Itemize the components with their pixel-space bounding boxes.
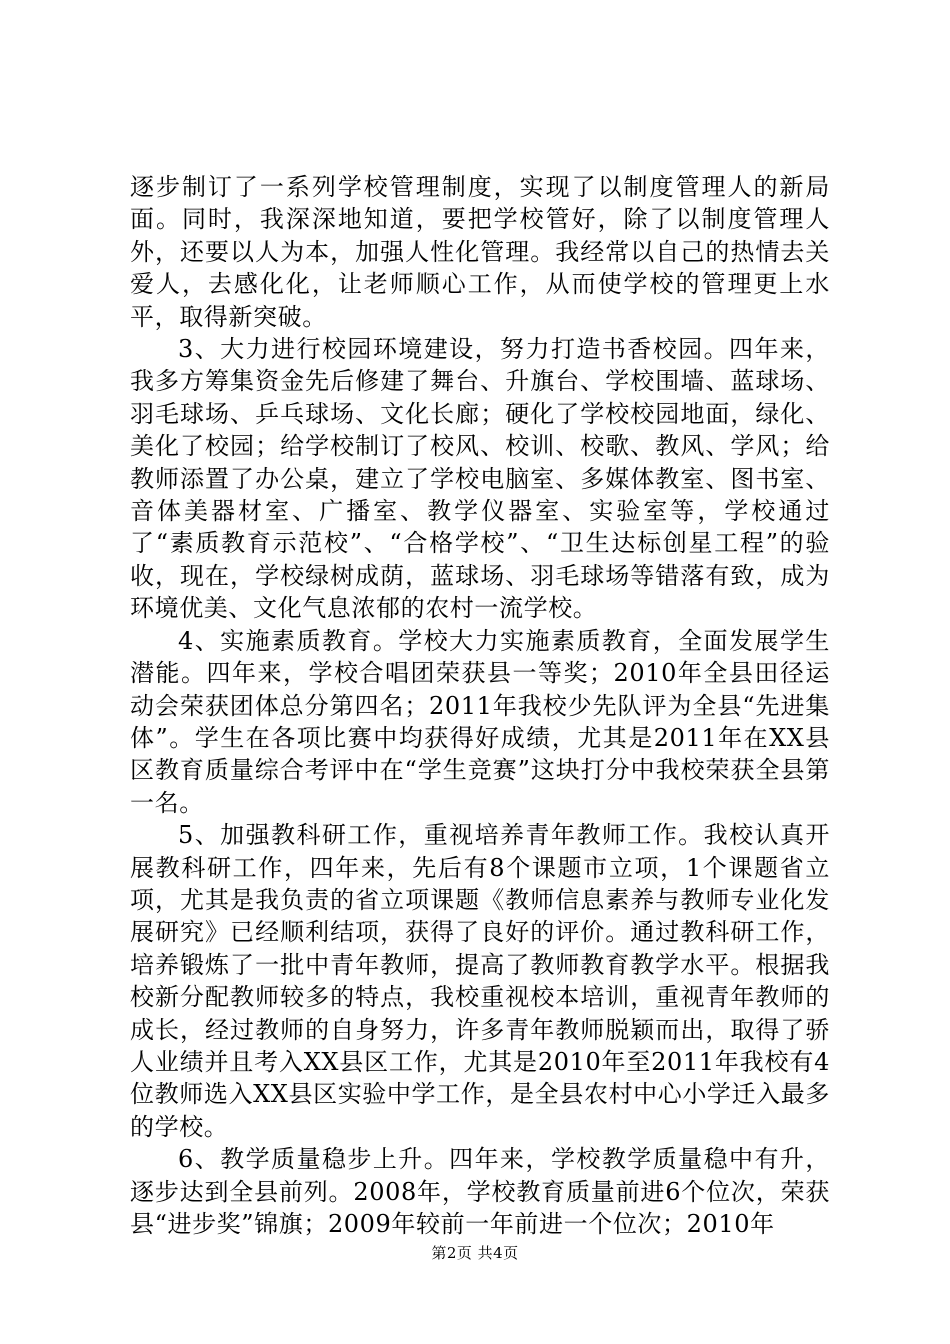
paragraph-teaching-quality: 6、教学质量稳步上升。四年来，学校教学质量稳中有升，逐步达到全县前列。2008年，学校教育质量前进6个位次，荣获县“进步奖”锦旗；2009年较前一年前进一个位次；2010年 [130, 1145, 830, 1238]
paragraph-continuation: 逐步制订了一系列学校管理制度，实现了以制度管理人的新局面。同时，我深深地知道，要把学校管好，除了以制度管理人外，还要以人为本，加强人性化管理。我经常以自己的热情去关爱人，去感化化，让老师顺心工作，从而使学校的管理更上水平，取得新突破。 [130, 173, 830, 331]
paragraph-campus-environment: 3、大力进行校园环境建设，努力打造书香校园。四年来，我多方筹集资金先后修建了舞台、升旗台、学校围墙、蓝球场、羽毛球场、乒乓球场、文化长廊；硬化了学校校园地面，绿化、美化了校园；给学校制订了校风、校训、校歌、教风、学风；给教师添置了办公桌，建立了学校电脑室、多媒体教室、图书室、音体美器材室、广播室、教学仪器室、实验室等，学校通过了“素质教育示范校”、“合格学校”、“卫生达标创星工程”的验收，现在，学校绿树成荫，蓝球场、羽毛球场等错落有致，成为环境优美、文化气息浓郁的农村一流学校。 [130, 335, 830, 623]
paragraph-teaching-research: 5、加强教科研工作，重视培养青年教师工作。我校认真开展教科研工作，四年来，先后有8个课题市立项，1个课题省立项，尤其是我负责的省立项课题《教师信息素养与教师专业化发展研究》已经顺利结项，获得了良好的评价。通过教科研工作，培养锻炼了一批中青年教师，提高了教师教育教学水平。根据我校新分配教师较多的特点，我校重视校本培训，重视青年教师的成长，经过教师的自身努力，许多青年教师脱颖而出，取得了骄人业绩并且考入XX县区工作，尤其是2010年至2011年我校有4位教师选入XX县区实验中学工作，是全县农村中心小学迁入最多的学校。 [130, 821, 830, 1141]
paragraph-quality-education: 4、实施素质教育。学校大力实施素质教育，全面发展学生潜能。四年来，学校合唱团荣获县一等奖；2010年全县田径运动会荣获团体总分第四名；2011年我校少先队评为全县“先进集体”。学生在各项比赛中均获得好成绩，尤其是2011年在XX县区教育质量综合考评中在“学生竞赛”这块打分中我校荣获全县第一名。 [130, 626, 830, 817]
page-footer: 第2页 共4页 [431, 1244, 519, 1262]
document-body [130, 171, 830, 1240]
